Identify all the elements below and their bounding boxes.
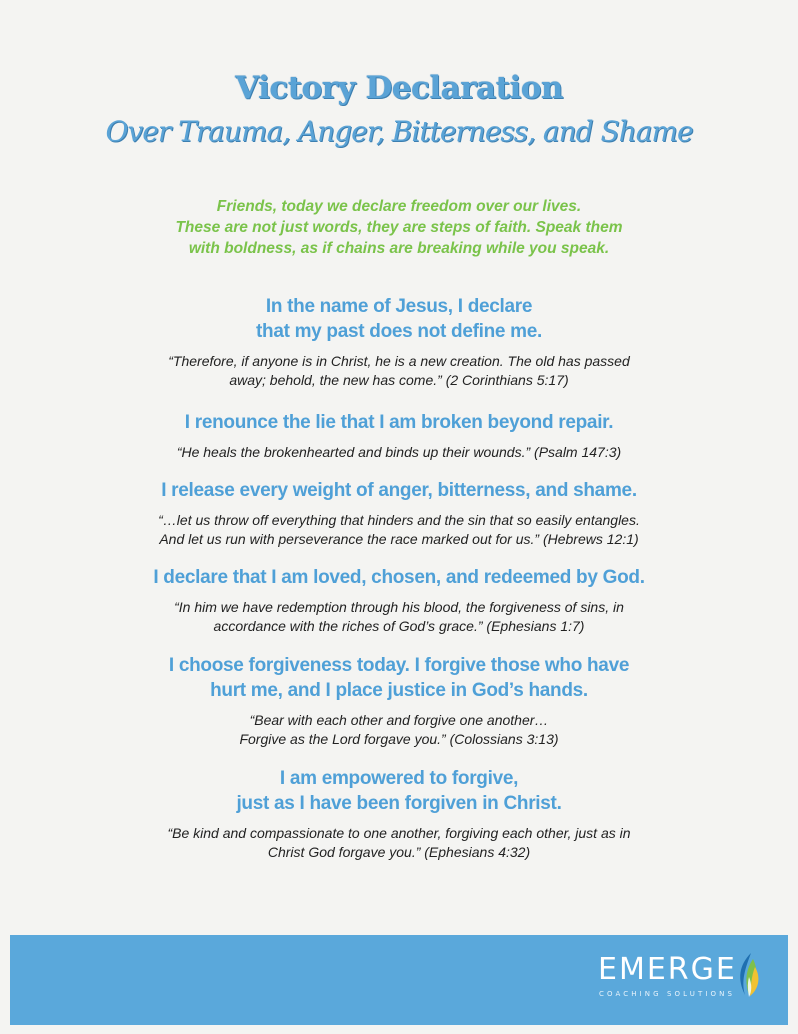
page-title: Victory Declaration (235, 70, 563, 106)
scripture-quote (0, 824, 798, 862)
intro-paragraph (0, 196, 798, 259)
intro-line: These are not just words, they are steps of faith. Speak them (175, 219, 623, 236)
declaration-line: I declare that I am loved, chosen, and redeemed by God. (153, 567, 645, 588)
scripture-quote (0, 511, 798, 549)
verse-line: Forgive as the Lord forgave you.” (Colossians 3:13) (239, 731, 559, 747)
declaration-line: I choose forgiveness today. I forgive those who have (168, 655, 630, 676)
verse-line: “He heals the brokenhearted and binds up their wounds.” (Psalm 147:3) (176, 444, 622, 460)
declaration-line: hurt me, and I place justice in God’s hands. (210, 680, 588, 701)
logo-wordmark: EMERGE (598, 952, 737, 987)
intro-line: Friends, today we declare freedom over our lives. (216, 198, 582, 215)
declaration-heading (0, 478, 798, 503)
declaration-block (0, 565, 798, 636)
declaration-heading (0, 410, 798, 435)
verse-line: Christ God forgave you.” (Ephesians 4:32) (267, 844, 531, 860)
verse-line: accordance with the riches of God’s grace.” (Ephesians 1:7) (213, 618, 585, 634)
intro-line: with boldness, as if chains are breaking while you speak. (188, 240, 610, 257)
scripture-quote (0, 443, 798, 462)
emerge-logo (598, 953, 768, 1005)
declaration-line: just as I have been forgiven in Christ. (236, 793, 562, 814)
declaration-line: that my past does not define me. (255, 321, 542, 342)
footer-banner (10, 935, 788, 1025)
scripture-quote (0, 352, 798, 390)
verse-line: “…let us throw off everything that hinders and the sin that so easily entangles. (158, 512, 640, 528)
declaration-block (0, 478, 798, 549)
declaration-line: I renounce the lie that I am broken beyond repair. (184, 412, 614, 433)
flame-icon (733, 951, 763, 999)
declaration-line: I release every weight of anger, bitterness, and shame. (161, 480, 637, 501)
declaration-block (0, 653, 798, 749)
verse-line: away; behold, the new has come.” (2 Corinthians 5:17) (229, 372, 569, 388)
logo-tagline: COACHING SOLUTIONS (599, 990, 735, 998)
declaration-block (0, 410, 798, 462)
verse-line: “Therefore, if anyone is in Christ, he is a new creation. The old has passed (168, 353, 630, 369)
verse-line: “Be kind and compassionate to one another, forgiving each other, just as in (167, 825, 631, 841)
declaration-heading (0, 565, 798, 590)
declaration-block (0, 294, 798, 390)
verse-line: “Bear with each other and forgive one another… (249, 712, 549, 728)
verse-line: And let us run with perseverance the race marked out for us.” (Hebrews 12:1) (159, 531, 639, 547)
declaration-heading (0, 294, 798, 344)
declaration-line: I am empowered to forgive, (279, 768, 519, 789)
declaration-block (0, 766, 798, 862)
scripture-quote (0, 598, 798, 636)
page-subtitle: Over Trauma, Anger, Bitterness, and Shame (105, 115, 693, 148)
declaration-heading (0, 766, 798, 816)
scripture-quote (0, 711, 798, 749)
verse-line: “In him we have redemption through his blood, the forgiveness of sins, in (174, 599, 624, 615)
declaration-line: In the name of Jesus, I declare (265, 296, 533, 317)
declaration-heading (0, 653, 798, 703)
